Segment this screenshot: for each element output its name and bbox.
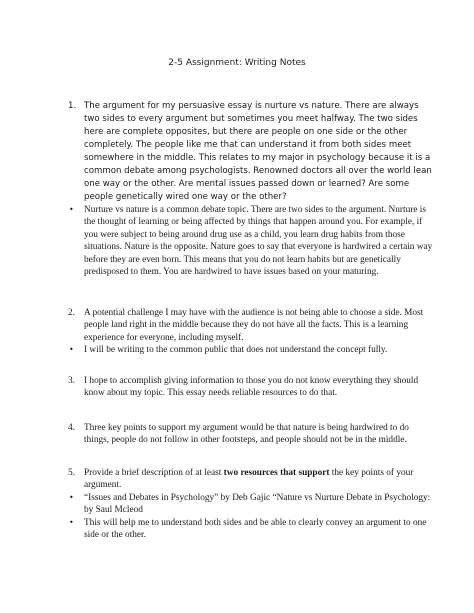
item-1: [68, 100, 433, 278]
item-1-bullet: [68, 204, 433, 278]
item-2-paragraph: [68, 307, 433, 344]
bullet-text: “Issues and Debates in Psychology” by Deb Gajic “Nature vs Nurture Debate in Psychology: by Saul Mcleod: [84, 492, 431, 516]
item-1-paragraph: [68, 100, 433, 204]
item-2-bullet: [68, 344, 433, 356]
bullet-text: I will be writing to the common public that does not understand the concept fully.: [84, 345, 388, 356]
item-3-paragraph: [68, 375, 433, 400]
item-text: The argument for my persuasive essay is nurture vs nature. There are always two sides to every argument but sometimes you meet halfway. The two sides here are complete opposites, but there are people on one side or the other completely. The people like me that can understand it from both sides meet somewhere in the middle. This relates to my major in psychology because it is a common debate among psychologists. Renowned doctors all over the world lean one way or the other. Are mental issues passed down or learned? Are some people genetically wired one way or the other?: [84, 101, 432, 202]
item-5-bullet-1: [68, 492, 433, 517]
bullet-text: Nurture vs nature is a common debate topic. There are two sides to the argument. Nurture is the thought of learning or being affected by things that happen around you. For example, if you were subject to being around drug use as a child, you learn drug habits from those situations. Nature is the opposite. Nature goes to say that everyone is hardwired a certain way before they are even born. This means that you do not learn habits but are genetically predisposed to them. You are hardwired to have issues based on your maturing.: [84, 205, 433, 278]
item-number: 3.: [68, 376, 75, 386]
item-4-paragraph: [68, 422, 433, 447]
bullet-icon: •: [69, 517, 74, 527]
item-text-bold: two resources that support: [223, 468, 330, 478]
bullet-icon: •: [69, 345, 74, 355]
item-text: A potential challenge I may have with the audience is not being able to choose a side. Most people land right in the middle because they do not have all the facts. This is a learning experience for everyone, including myself.: [84, 308, 424, 343]
item-5-paragraph: [68, 467, 433, 492]
item-number: 1.: [68, 101, 77, 111]
item-number: 5.: [68, 468, 75, 478]
bullet-icon: •: [69, 492, 74, 502]
bullet-icon: •: [69, 205, 74, 214]
item-text: I hope to accomplish giving information to those you do not know everything they should know about my topic. This essay needs reliable resources to do that.: [84, 376, 419, 399]
item-4: [68, 422, 433, 447]
item-number: 4.: [68, 423, 75, 433]
item-5-bullet-2: [68, 517, 433, 542]
item-5: [68, 467, 433, 541]
item-text-before: Provide a brief description of at least: [84, 468, 224, 478]
page-title: 2-5 Assignment: Writing Notes: [168, 58, 306, 68]
item-number: 2.: [68, 308, 75, 318]
bullet-text: This will help me to understand both sides and be able to clearly convey an argument to one side or the other.: [84, 517, 427, 541]
item-text-after: the key points of your argument.: [84, 468, 414, 491]
item-3: [68, 375, 433, 400]
item-text: Three key points to support my argument would be that nature is being hardwired to do things, people do not follow in other footsteps, and people should not be in the middle.: [84, 423, 409, 446]
item-2: [68, 307, 433, 357]
